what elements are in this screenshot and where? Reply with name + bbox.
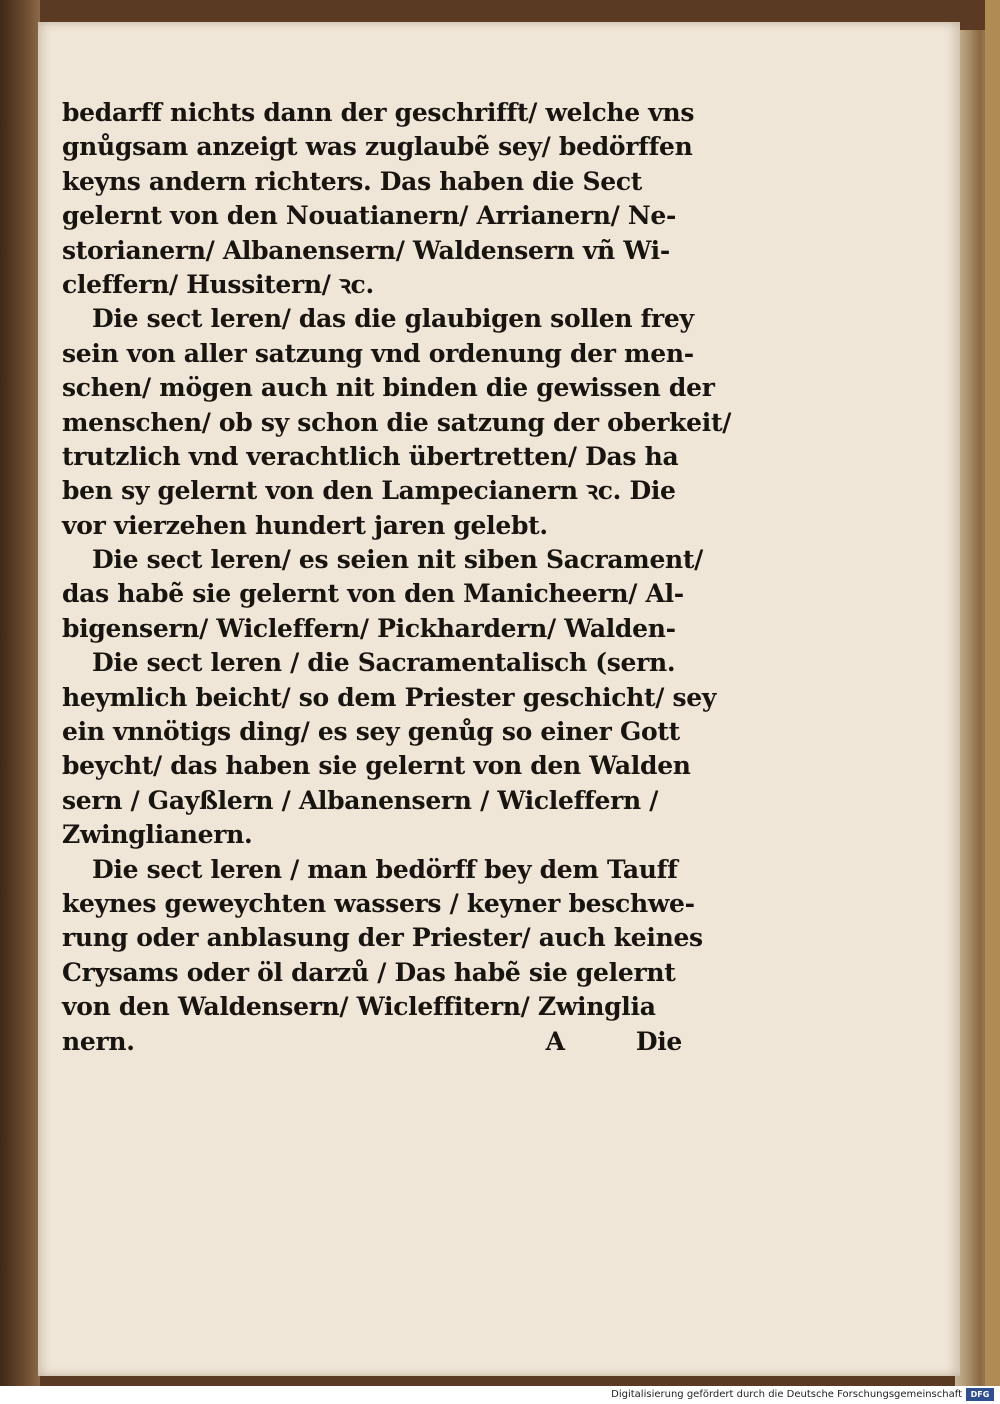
text-line: ein vnnötigs ding/ es sey genůg so einer Gott [62, 717, 680, 747]
funding-credit: Digitalisierung gefördert durch die Deutsche Forschungsgemeinschaft [611, 1389, 962, 1400]
text-line: schen/ mögen auch nit binden die gewissen der [62, 373, 715, 403]
text-line: Die sect leren/ es seien nit siben Sacrament/ [92, 545, 704, 575]
digitization-footer [0, 1386, 1000, 1404]
text-line: vor vierzehen hundert jaren gelebt. [62, 510, 548, 540]
text-line: rung oder anblasung der Priester/ auch keines [62, 923, 703, 953]
cover-strip-right [985, 0, 1000, 1386]
signature-mark: A [545, 1026, 565, 1056]
text-line: Die sect leren / die Sacramentalisch (sern. [92, 648, 676, 678]
text-line: gelernt von den Nouatianern/ Arrianern/ Ne- [62, 201, 677, 231]
catchword: Die [635, 1026, 682, 1056]
text-line: von den Waldensern/ Wicleffitern/ Zwinglia [62, 992, 656, 1022]
text-line: ben sy gelernt von den Lampecianern ꝛc. Die [62, 476, 676, 506]
text-line: trutzlich vnd verachtlich übertretten/ Das ha [62, 441, 679, 471]
binding-edge-left [0, 0, 40, 1386]
last-line [62, 1025, 682, 1059]
text-line: Crysams oder öl darzů / Das habẽ sie gelernt [62, 957, 676, 987]
text-line: beycht/ das haben sie gelernt von den Walden [62, 751, 691, 781]
text-line: Die sect leren/ das die glaubigen sollen frey [92, 304, 694, 334]
text-line: das habẽ sie gelernt von den Manicheern/ Al- [62, 579, 684, 609]
text-line: keynes geweychten wassers / keyner beschwe- [62, 888, 695, 918]
text-line-end: nern. [62, 1026, 135, 1056]
text-line: bedarff nichts dann der geschrifft/ welche vns [62, 98, 695, 127]
text-block [62, 96, 732, 1059]
text-line: keyns andern richters. Das haben die Sect [62, 166, 643, 196]
text-line: Zwinglianern. [62, 820, 253, 850]
text-line: Die sect leren / man bedörff bey dem Tauff [92, 854, 678, 884]
text-line: heymlich beicht/ so dem Priester geschicht/ sey [62, 682, 717, 712]
text-line: bigensern/ Wicleffern/ Pickhardern/ Walden- [62, 613, 676, 643]
text-line: sern / Gayßlern / Albanensern / Wicleffern / [62, 785, 659, 815]
text-line: gnůgsam anzeigt was zuglaubẽ sey/ bedörffen [62, 132, 693, 162]
text-line: cleffern/ Hussitern/ ꝛc. [62, 269, 374, 299]
dfg-logo-icon: DFG [966, 1388, 994, 1401]
text-line: menschen/ ob sy schon die satzung der oberkeit/ [62, 407, 732, 437]
text-line: sein von aller satzung vnd ordenung der men- [62, 338, 694, 368]
text-line: storianern/ Albanensern/ Waldensern vñ Wi- [62, 235, 670, 265]
